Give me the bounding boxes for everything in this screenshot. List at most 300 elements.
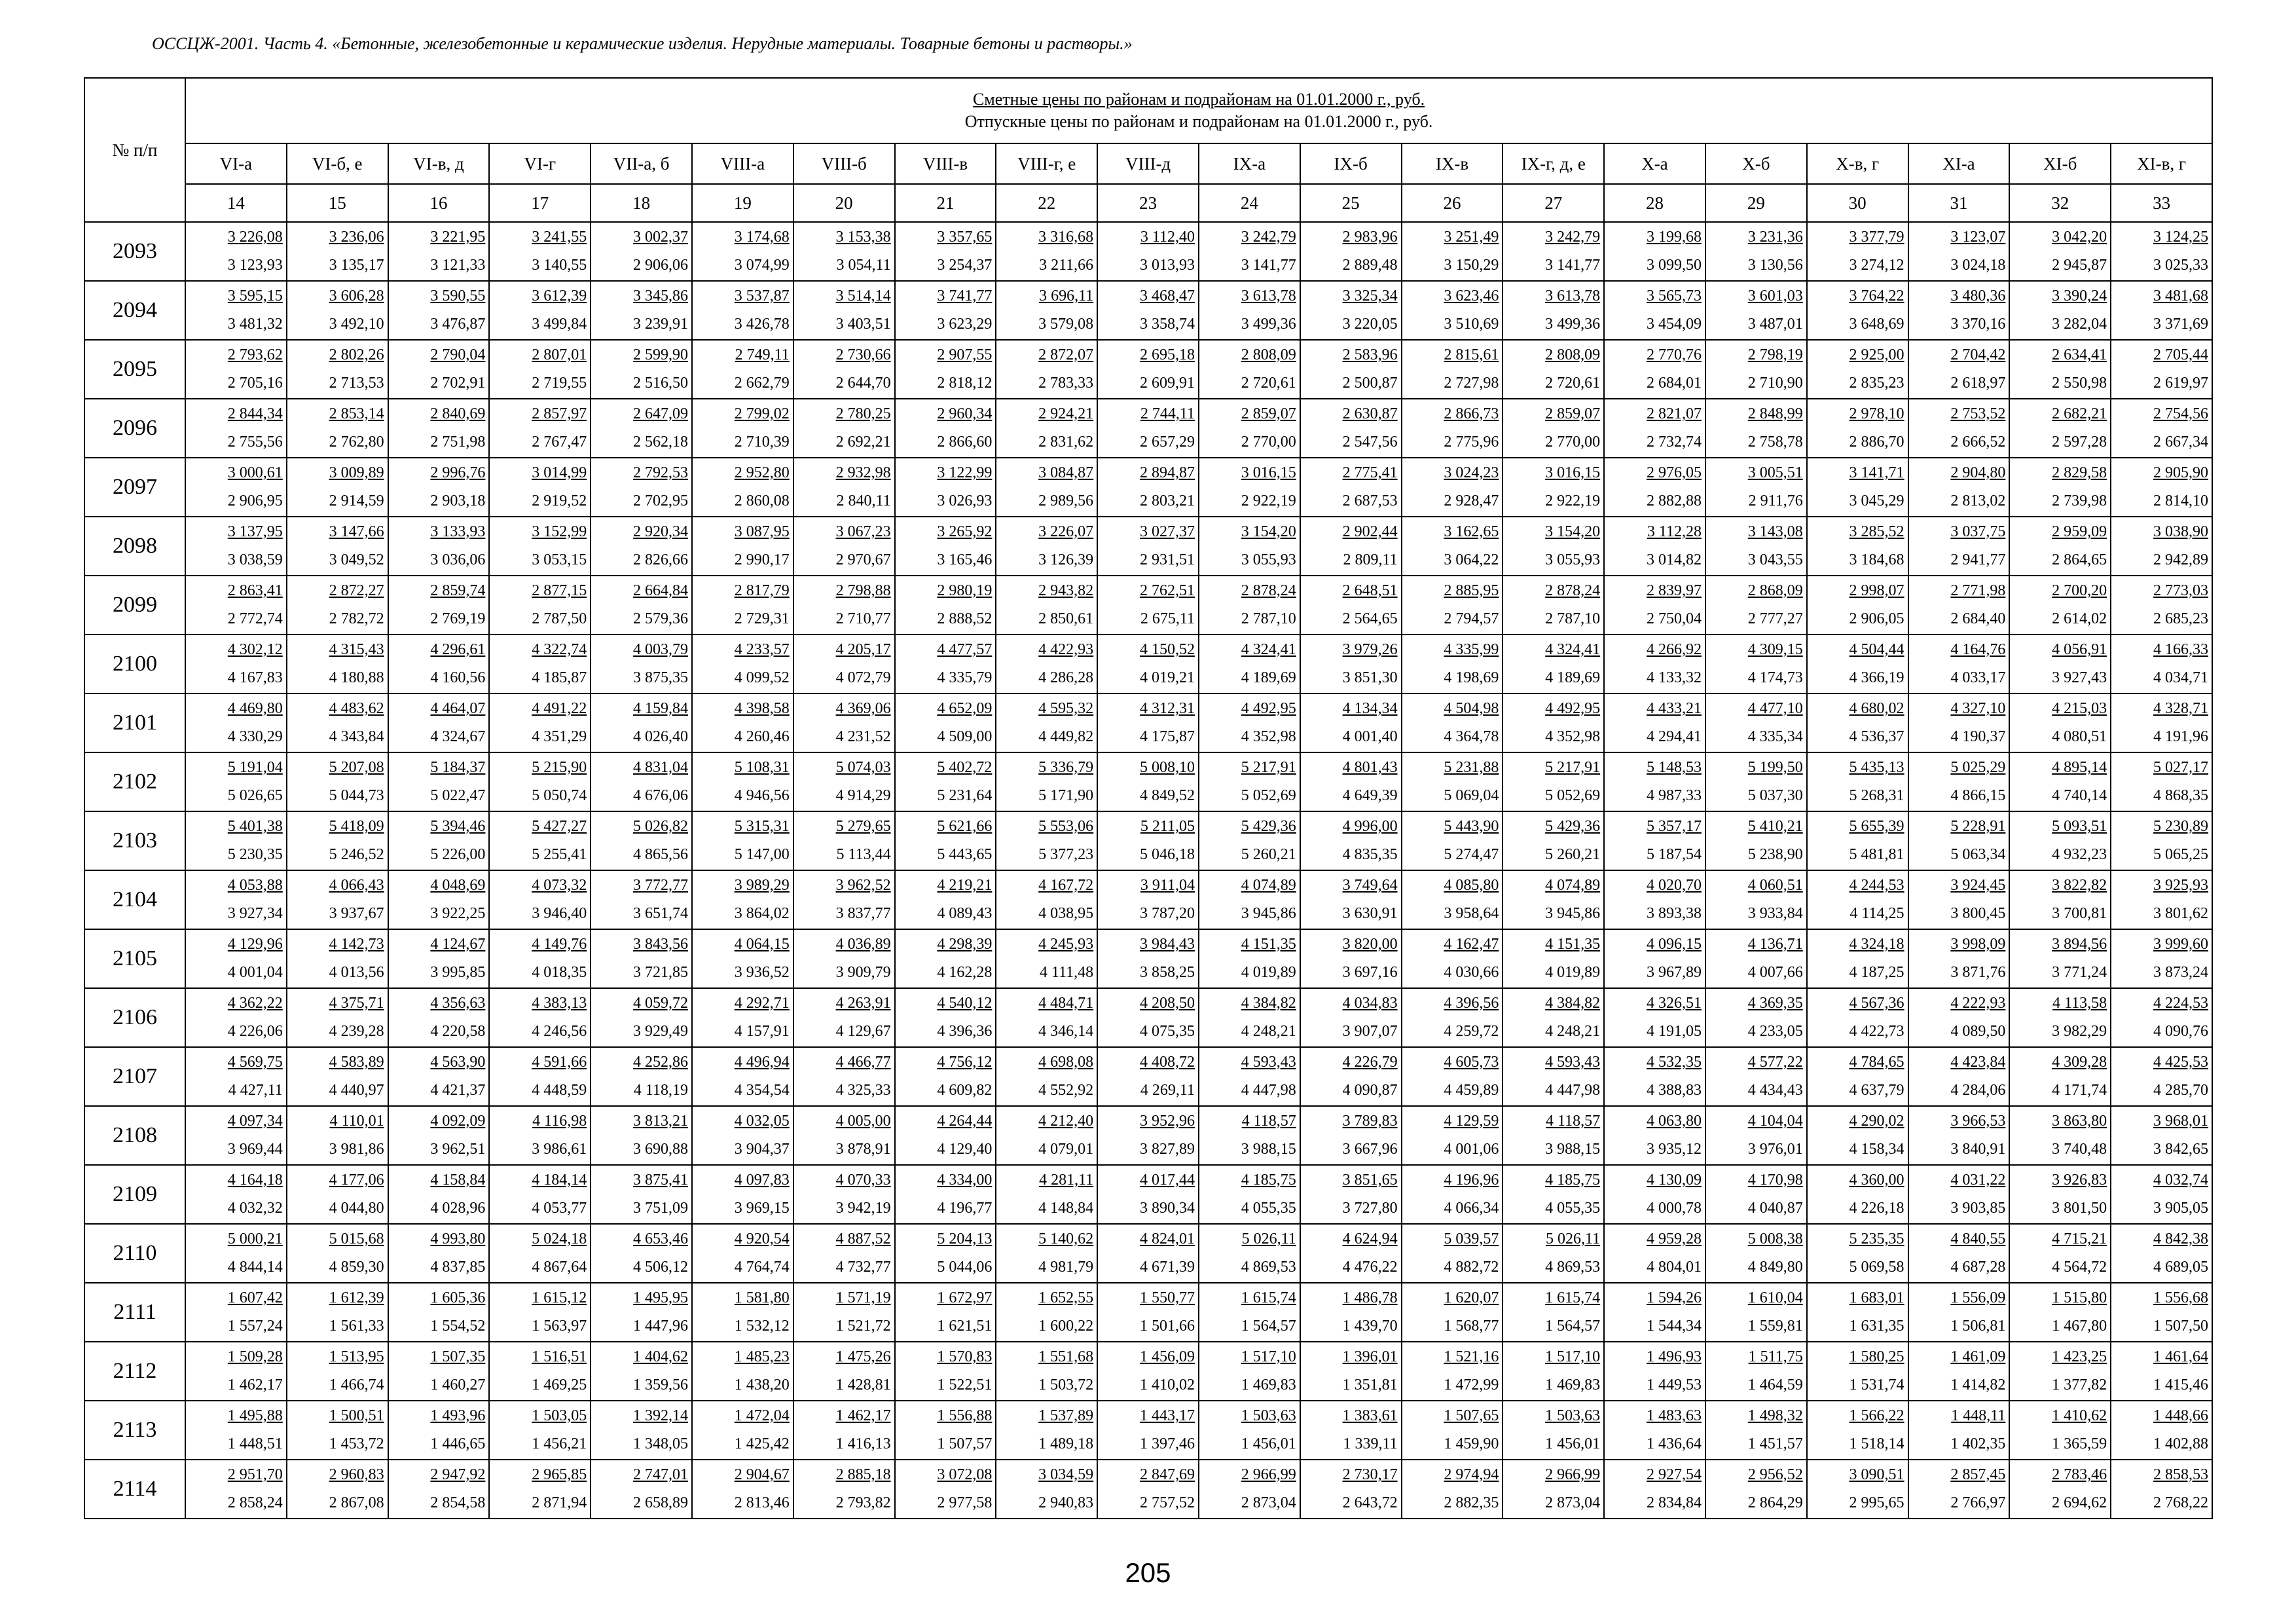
estimate-price: 3 024,23 [1444,464,1499,481]
estimate-price: 4 164,18 [227,1172,283,1189]
row-number: 2101 [84,693,185,752]
estimate-price: 3 357,65 [937,229,993,246]
estimate-price: 1 396,01 [1342,1348,1398,1365]
release-price: 2 803,21 [1139,492,1195,509]
price-cell [591,517,692,576]
price-cell [2009,458,2111,517]
price-cell [1300,1106,1402,1165]
price-cell [2111,635,2212,693]
price-cell [2111,517,2212,576]
estimate-price: 2 840,69 [430,405,486,422]
estimate-price: 2 960,83 [329,1466,384,1483]
price-cell [185,1224,287,1283]
estimate-price: 2 802,26 [329,346,384,363]
release-price: 3 771,24 [2052,964,2107,981]
release-price: 3 840,91 [1950,1141,2006,1158]
price-cell [692,811,793,870]
price-cell [185,693,287,752]
release-price: 1 561,33 [329,1318,384,1335]
release-price: 5 274,47 [1444,846,1499,863]
price-cell [1097,399,1199,458]
estimate-price: 4 196,96 [1444,1172,1499,1189]
release-price: 4 226,18 [1849,1200,1904,1217]
estimate-price: 3 325,34 [1342,287,1398,304]
release-price: 2 564,65 [1342,610,1398,627]
price-cell [1503,988,1604,1047]
price-cell [2111,458,2212,517]
price-cell [1402,222,1503,281]
price-cell [1402,576,1503,635]
estimate-price: 3 002,37 [632,229,688,246]
estimate-price: 4 296,61 [430,641,486,658]
estimate-price: 2 859,07 [1241,405,1296,422]
release-price: 3 403,51 [835,316,891,333]
price-cell [388,222,490,281]
price-cell [1300,929,1402,988]
price-cell [793,752,895,811]
district-header: VI-в, д [388,143,490,184]
release-price: 1 377,82 [2052,1376,2107,1393]
estimate-price: 2 790,04 [430,346,486,363]
estimate-price: 2 878,24 [1241,582,1296,599]
estimate-price: 2 762,51 [1139,582,1195,599]
estimate-price: 2 872,07 [1038,346,1094,363]
estimate-price: 2 872,27 [329,582,384,599]
estimate-price: 3 123,07 [1950,229,2006,246]
estimate-price: 4 020,70 [1646,877,1702,894]
release-price: 3 130,56 [1747,257,1803,274]
estimate-price: 3 911,04 [1140,877,1195,894]
estimate-price: 3 285,52 [1849,523,1904,540]
price-cell [692,399,793,458]
release-price: 2 614,02 [2052,610,2107,627]
estimate-price: 4 477,57 [937,641,993,658]
estimate-price: 3 112,40 [1140,229,1195,246]
table-row [84,399,2212,458]
release-price: 4 269,11 [1140,1082,1195,1099]
price-cell [1908,929,2010,988]
price-cell [1604,1106,1705,1165]
release-price: 3 945,86 [1241,905,1296,922]
release-price: 2 685,23 [2153,610,2209,627]
price-cell [1807,811,1908,870]
price-cell [2111,576,2212,635]
price-cell [692,870,793,929]
release-price: 3 981,86 [329,1141,384,1158]
estimate-price: 2 868,09 [1747,582,1803,599]
estimate-price: 4 116,98 [532,1113,587,1130]
release-price: 2 618,97 [1950,375,2006,392]
estimate-price: 4 170,98 [1747,1172,1803,1189]
release-price: 4 189,69 [1241,669,1296,686]
price-cell [1705,693,1807,752]
estimate-price: 3 601,03 [1747,287,1803,304]
estimate-price: 5 553,06 [1038,818,1094,835]
estimate-price: 3 154,20 [1545,523,1601,540]
release-price: 4 079,01 [1038,1141,1094,1158]
estimate-price: 1 517,10 [1545,1348,1601,1365]
release-price: 4 175,87 [1139,728,1195,745]
estimate-price: 4 492,95 [1241,700,1296,717]
price-cell [1908,576,2010,635]
price-cell [1807,1401,1908,1460]
release-price: 2 787,10 [1545,610,1601,627]
release-price: 4 028,96 [430,1200,486,1217]
release-price: 1 557,24 [227,1318,283,1335]
estimate-price: 1 511,75 [1748,1348,1803,1365]
release-price: 4 459,89 [1444,1082,1499,1099]
release-price: 5 226,00 [430,846,486,863]
release-price: 3 927,43 [2052,669,2107,686]
estimate-price: 4 063,80 [1646,1113,1702,1130]
estimate-price: 2 664,84 [632,582,688,599]
price-cell [895,1401,996,1460]
estimate-price: 2 878,24 [1545,582,1601,599]
estimate-price: 4 130,09 [1646,1172,1702,1189]
release-price: 4 676,06 [632,787,688,804]
column-number-row [84,184,2212,222]
estimate-price: 2 980,19 [937,582,993,599]
price-cell [489,399,591,458]
estimate-price: 5 427,27 [532,818,587,835]
price-cell [489,870,591,929]
row-number-header: № п/п [84,78,185,222]
estimate-price: 4 715,21 [2052,1230,2107,1247]
price-cell [1807,929,1908,988]
estimate-price: 5 184,37 [430,759,486,776]
release-price: 4 330,29 [227,728,283,745]
estimate-price: 4 166,33 [2153,641,2209,658]
price-cell [895,635,996,693]
release-price: 1 453,72 [329,1435,384,1452]
release-price: 4 564,72 [2052,1259,2107,1276]
release-price: 3 875,35 [632,669,688,686]
release-price: 4 440,97 [329,1082,384,1099]
release-price: 4 867,64 [532,1259,587,1276]
release-price: 3 282,04 [2052,316,2107,333]
estimate-price: 4 327,10 [1950,700,2006,717]
price-cell [1705,576,1807,635]
price-cell [1300,281,1402,340]
price-cell [1807,1460,1908,1519]
release-price: 1 415,46 [2153,1376,2209,1393]
estimate-price: 1 581,80 [734,1289,790,1306]
release-price: 2 550,98 [2052,375,2107,392]
price-cell [996,340,1097,399]
estimate-price: 3 966,53 [1950,1113,2006,1130]
price-cell [287,929,388,988]
release-price: 3 942,19 [835,1200,891,1217]
release-price: 2 928,47 [1444,492,1499,509]
release-price: 1 348,05 [632,1435,688,1452]
release-price: 5 255,41 [532,846,587,863]
price-cell [1604,1224,1705,1283]
release-price: 4 844,14 [227,1259,283,1276]
estimate-price: 2 904,80 [1950,464,2006,481]
price-cell [2009,1106,2111,1165]
price-cell [793,517,895,576]
price-cell [2009,399,2111,458]
release-price: 4 053,77 [532,1200,587,1217]
estimate-price: 1 570,83 [937,1348,993,1365]
price-cell [1604,1283,1705,1342]
release-price: 2 888,52 [937,610,993,627]
estimate-price: 4 292,71 [734,995,790,1012]
release-price: 1 416,13 [835,1435,891,1452]
release-price: 2 684,01 [1646,375,1702,392]
estimate-price: 4 281,11 [1039,1172,1094,1189]
estimate-price: 3 979,26 [1342,641,1398,658]
estimate-price: 2 754,56 [2153,405,2209,422]
estimate-price: 3 141,71 [1849,464,1904,481]
price-cell [287,988,388,1047]
estimate-price: 2 844,34 [227,405,283,422]
release-price: 1 459,90 [1444,1435,1499,1452]
price-cell [1199,929,1300,988]
price-cell [996,1342,1097,1401]
release-price: 3 969,44 [227,1141,283,1158]
release-price: 4 981,79 [1038,1259,1094,1276]
release-price: 3 126,39 [1038,551,1094,568]
estimate-price: 3 221,95 [430,229,486,246]
price-cell [2111,1401,2212,1460]
estimate-price: 4 842,38 [2153,1230,2209,1247]
price-cell [895,399,996,458]
estimate-price: 4 322,74 [532,641,587,658]
release-price: 2 889,48 [1342,257,1398,274]
price-cell [1097,811,1199,870]
estimate-price: 1 515,80 [2052,1289,2107,1306]
estimate-price: 2 858,53 [2153,1466,2209,1483]
estimate-price: 5 199,50 [1747,759,1803,776]
estimate-price: 1 610,04 [1747,1289,1803,1306]
estimate-price: 4 328,71 [2153,700,2209,717]
release-price: 4 001,40 [1342,728,1398,745]
price-cell [1300,870,1402,929]
estimate-price: 1 456,09 [1139,1348,1195,1365]
estimate-price: 1 556,88 [937,1407,993,1424]
release-price: 2 864,65 [2052,551,2107,568]
estimate-price: 2 998,07 [1849,582,1904,599]
price-cell [996,1106,1097,1165]
release-price: 4 352,98 [1545,728,1601,745]
estimate-price: 1 537,89 [1038,1407,1094,1424]
price-cell [1097,988,1199,1047]
release-price: 4 866,15 [1950,787,2006,804]
estimate-price: 3 924,45 [1950,877,2006,894]
price-cell [1503,1342,1604,1401]
price-cell [489,340,591,399]
price-cell [2009,222,2111,281]
price-cell [1097,1460,1199,1519]
estimate-price: 2 848,99 [1747,405,1803,422]
release-price: 3 499,36 [1545,316,1601,333]
release-price: 4 030,66 [1444,964,1499,981]
estimate-price: 2 966,99 [1545,1466,1601,1483]
release-price: 4 032,32 [227,1200,283,1217]
release-price: 5 238,90 [1747,846,1803,863]
district-header: IX-а [1199,143,1300,184]
release-price: 2 970,67 [835,551,891,568]
release-price: 4 536,37 [1849,728,1904,745]
release-price: 4 835,35 [1342,846,1398,863]
row-number: 2100 [84,635,185,693]
release-price: 3 864,02 [734,905,790,922]
estimate-price: 1 620,07 [1444,1289,1499,1306]
estimate-price: 2 599,90 [632,346,688,363]
price-cell [2111,222,2212,281]
column-number: 15 [287,184,388,222]
estimate-price: 1 507,35 [430,1348,486,1365]
release-price: 1 410,02 [1139,1376,1195,1393]
price-cell [591,752,692,811]
price-cell [1402,988,1503,1047]
estimate-price: 4 219,21 [937,877,993,894]
price-cell [1908,1283,2010,1342]
estimate-price: 4 309,28 [2052,1054,2107,1071]
release-price: 3 909,79 [835,964,891,981]
estimate-price: 5 621,66 [937,818,993,835]
price-cell [1402,929,1503,988]
price-cell [1199,281,1300,340]
table-row [84,752,2212,811]
estimate-price: 5 357,17 [1646,818,1702,835]
price-cell [1402,1224,1503,1283]
estimate-price: 1 517,10 [1241,1348,1296,1365]
estimate-price: 2 959,09 [2052,523,2107,540]
release-price: 2 702,95 [632,492,688,509]
price-cell [591,1224,692,1283]
estimate-price: 1 516,51 [532,1348,587,1365]
estimate-price: 5 394,46 [430,818,486,835]
release-price: 2 906,95 [227,492,283,509]
price-cell [1705,517,1807,576]
release-price: 3 492,10 [329,316,384,333]
price-cell [1097,1401,1199,1460]
row-number: 2109 [84,1165,185,1224]
estimate-price: 3 154,20 [1241,523,1296,540]
estimate-price: 2 815,61 [1444,346,1499,363]
estimate-price: 2 924,21 [1038,405,1094,422]
price-cell [287,693,388,752]
estimate-price: 3 813,21 [632,1113,688,1130]
release-price: 3 988,15 [1241,1141,1296,1158]
price-cell [1604,399,1705,458]
estimate-price: 4 158,84 [430,1172,486,1189]
price-cell [185,635,287,693]
estimate-price: 5 435,13 [1849,759,1904,776]
release-price: 4 351,29 [532,728,587,745]
release-price: 4 001,06 [1444,1141,1499,1158]
release-price: 2 860,08 [734,492,790,509]
release-price: 5 260,21 [1241,846,1296,863]
release-price: 4 075,35 [1139,1023,1195,1040]
release-price: 4 449,82 [1038,728,1094,745]
estimate-price: 3 480,36 [1950,287,2006,304]
price-cell [388,517,490,576]
estimate-price: 4 074,89 [1241,877,1296,894]
price-cell [692,1106,793,1165]
release-price: 2 783,33 [1038,375,1094,392]
estimate-price: 1 498,32 [1747,1407,1803,1424]
estimate-price: 4 097,34 [227,1113,283,1130]
estimate-price: 5 336,79 [1038,759,1094,776]
estimate-price: 2 885,18 [835,1466,891,1483]
price-cell [692,1283,793,1342]
release-price: 2 702,91 [430,375,486,392]
estimate-price: 5 025,29 [1950,759,2006,776]
price-cell [2009,988,2111,1047]
price-cell [1604,988,1705,1047]
estimate-price: 1 410,62 [2052,1407,2107,1424]
price-cell [1199,517,1300,576]
estimate-price: 4 298,39 [937,936,993,953]
estimate-price: 4 031,22 [1950,1172,2006,1189]
estimate-price: 3 072,08 [937,1466,993,1483]
price-cell [793,281,895,340]
estimate-price: 2 749,11 [735,346,790,363]
release-price: 3 967,89 [1646,964,1702,981]
price-cell [895,693,996,752]
release-price: 2 710,90 [1747,375,1803,392]
price-cell [2009,870,2111,929]
price-cell [388,399,490,458]
release-price: 5 046,18 [1139,846,1195,863]
estimate-price: 1 503,63 [1241,1407,1296,1424]
price-cell [1097,1165,1199,1224]
estimate-price: 1 551,68 [1038,1348,1094,1365]
district-header: VIII-б [793,143,895,184]
price-cell [1199,399,1300,458]
release-price: 4 129,40 [937,1141,993,1158]
release-price: 3 890,34 [1139,1200,1195,1217]
release-price: 2 579,36 [632,610,688,627]
release-price: 1 506,81 [1950,1318,2006,1335]
release-price: 3 274,12 [1849,257,1904,274]
price-cell [1908,340,2010,399]
price-cell [287,1106,388,1165]
estimate-price: 4 652,09 [937,700,993,717]
price-cell [287,340,388,399]
price-cell [1402,517,1503,576]
release-price: 1 507,57 [937,1435,993,1452]
release-price: 4 259,72 [1444,1023,1499,1040]
district-header: XI-б [2009,143,2111,184]
price-cell [1199,1106,1300,1165]
price-cell [1705,281,1807,340]
estimate-price: 3 612,39 [532,287,587,304]
release-price: 3 074,99 [734,257,790,274]
estimate-price: 1 672,97 [937,1289,993,1306]
price-cell [1300,811,1402,870]
price-cell [591,1106,692,1165]
price-cell [793,458,895,517]
price-cell [2111,1460,2212,1519]
price-cell [1503,693,1604,752]
price-cell [895,811,996,870]
price-cell [1705,1401,1807,1460]
price-cell [996,281,1097,340]
price-cell [2009,635,2111,693]
estimate-price: 4 563,90 [430,1054,486,1071]
release-price: 4 427,11 [228,1082,283,1099]
release-price: 4 089,50 [1950,1023,2006,1040]
price-cell [1908,1047,2010,1106]
price-cell [1300,1047,1402,1106]
release-price: 5 063,34 [1950,846,2006,863]
price-cell [1908,811,2010,870]
release-price: 3 121,33 [430,257,486,274]
